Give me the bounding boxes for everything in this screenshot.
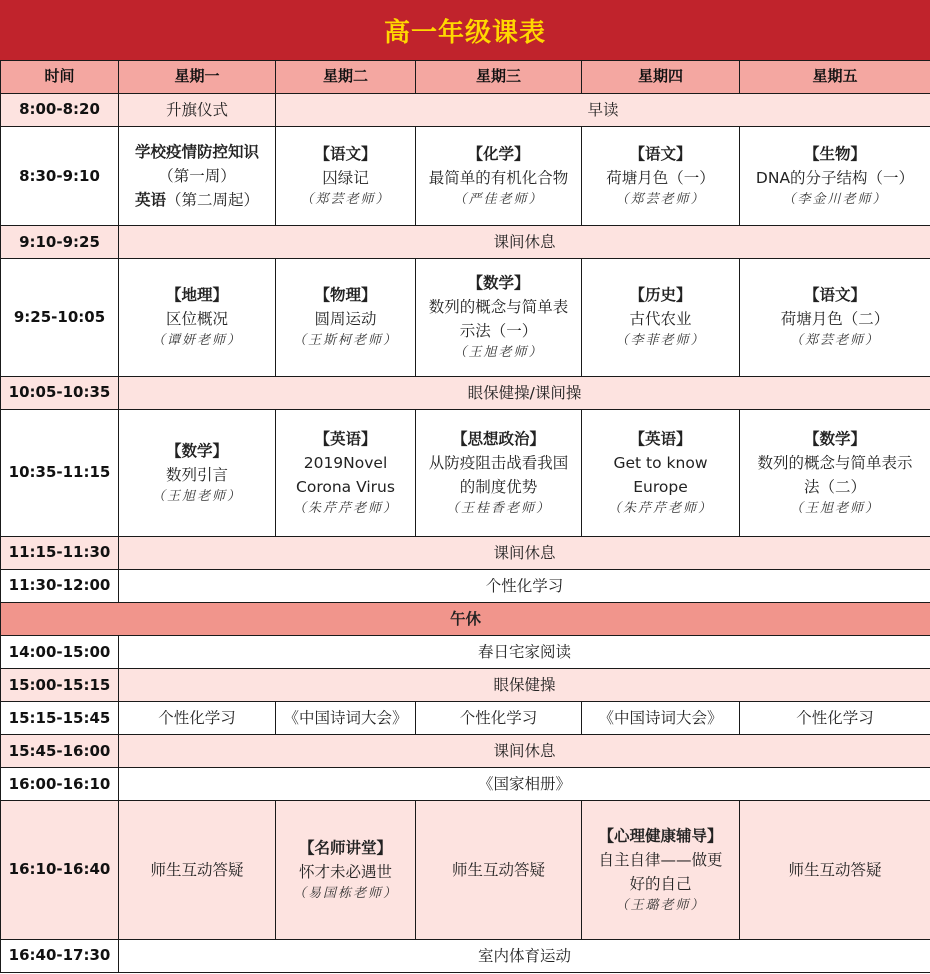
table-row xyxy=(1,735,930,768)
subject-label: 【心理健康辅导】 xyxy=(598,827,723,846)
schedule-cell: 课间休息 xyxy=(119,735,930,768)
lesson-text: 好的自己 xyxy=(629,875,692,894)
table-row xyxy=(1,669,930,702)
schedule-cell: 室内体育运动 xyxy=(119,939,930,972)
table-row xyxy=(1,702,930,735)
lesson-text: 数列的概念与简单表示 xyxy=(757,453,913,472)
schedule-cell xyxy=(582,127,740,226)
schedule-cell: 师生互动答疑 xyxy=(740,801,930,939)
schedule-cell xyxy=(582,409,740,536)
teacher-name: （王旭老师） xyxy=(151,488,242,504)
schedule-cell: 春日宅家阅读 xyxy=(119,636,930,669)
schedule-cell xyxy=(416,127,582,226)
subject-label: 【地理】 xyxy=(165,286,228,305)
table-row xyxy=(1,801,930,939)
time-cell: 9:10-9:25 xyxy=(1,226,119,259)
header-cell: 星期二 xyxy=(276,61,416,94)
schedule-cell: 课间休息 xyxy=(119,226,930,259)
lesson-text: DNA的分子结构（一） xyxy=(755,169,915,188)
table-row xyxy=(1,939,930,972)
teacher-name: （王桂香老师） xyxy=(445,500,551,516)
header-cell: 时间 xyxy=(1,61,119,94)
teacher-name: （王斯柯老师） xyxy=(292,333,398,349)
time-cell: 9:25-10:05 xyxy=(1,259,119,376)
schedule-cell: 个性化学习 xyxy=(740,702,930,735)
subject-label: 英语 xyxy=(134,191,166,210)
schedule-cell: 师生互动答疑 xyxy=(119,801,276,939)
time-cell: 16:00-16:10 xyxy=(1,768,119,801)
time-cell: 15:45-16:00 xyxy=(1,735,119,768)
time-cell: 10:05-10:35 xyxy=(1,376,119,409)
subject-label: 【数学】 xyxy=(165,441,228,460)
subject-label: 【思想政治】 xyxy=(451,429,545,448)
schedule-cell: 早读 xyxy=(276,94,930,127)
subject-label: 【物理】 xyxy=(314,286,377,305)
lesson-text: 怀才未必遇世 xyxy=(298,863,392,882)
lesson-text xyxy=(123,188,271,212)
header-cell: 星期三 xyxy=(416,61,582,94)
teacher-name: （李金川老师） xyxy=(782,192,888,208)
subject-label: 【语文】 xyxy=(629,145,692,164)
subject-label: 【名师讲堂】 xyxy=(298,839,392,858)
teacher-name: （易国栋老师） xyxy=(292,886,398,902)
subject-label: 【英语】 xyxy=(629,429,692,448)
lesson-text: 示法（一） xyxy=(459,322,538,341)
schedule-cell: 师生互动答疑 xyxy=(416,801,582,939)
schedule-cell: 眼保健操 xyxy=(119,669,930,702)
lesson-text: 圆周运动 xyxy=(314,310,377,329)
schedule-cell xyxy=(740,127,930,226)
lesson-text: （第二周起） xyxy=(166,191,260,210)
timetable xyxy=(0,60,930,973)
lesson-text: Get to know xyxy=(613,453,708,472)
teacher-name: （王璐老师） xyxy=(615,898,706,914)
schedule-cell: 个性化学习 xyxy=(119,702,276,735)
subject-label: 【化学】 xyxy=(467,145,530,164)
header-cell: 星期一 xyxy=(119,61,276,94)
teacher-name: （李菲老师） xyxy=(615,333,706,349)
table-row xyxy=(1,226,930,259)
header-cell: 星期五 xyxy=(740,61,930,94)
lesson-text: Europe xyxy=(633,477,688,496)
schedule-cell xyxy=(276,127,416,226)
teacher-name: （王旭老师） xyxy=(789,500,880,516)
lesson-text: （第一周） xyxy=(158,167,236,186)
schedule-cell xyxy=(276,409,416,536)
time-cell: 8:30-9:10 xyxy=(1,127,119,226)
teacher-name: （郑芸老师） xyxy=(789,333,880,349)
header-cell: 星期四 xyxy=(582,61,740,94)
time-cell: 11:30-12:00 xyxy=(1,570,119,603)
subject-label: 【历史】 xyxy=(629,286,692,305)
time-cell: 15:15-15:45 xyxy=(1,702,119,735)
lesson-text: 2019Novel xyxy=(303,453,388,472)
subject-label: 【数学】 xyxy=(803,429,866,448)
subject-label: 【语文】 xyxy=(314,145,377,164)
teacher-name: （严佳老师） xyxy=(453,192,544,208)
lesson-text: 学校疫情防控知识 xyxy=(134,143,259,162)
schedule-cell: 《中国诗词大会》 xyxy=(276,702,416,735)
lesson-text: 囚绿记 xyxy=(322,169,369,188)
table-row xyxy=(1,768,930,801)
time-cell: 16:10-16:40 xyxy=(1,801,119,939)
schedule-cell xyxy=(119,409,276,536)
page-title: 高一年级课表 xyxy=(383,17,546,48)
table-row xyxy=(1,94,930,127)
schedule-cell xyxy=(582,259,740,376)
table-row xyxy=(1,409,930,536)
lesson-text: 数列引言 xyxy=(165,465,228,484)
schedule-cell: 个性化学习 xyxy=(416,702,582,735)
teacher-name: （朱芹芹老师） xyxy=(607,500,713,516)
schedule-cell: 《中国诗词大会》 xyxy=(582,702,740,735)
lesson-text: Corona Virus xyxy=(296,477,395,496)
teacher-name: （朱芹芹老师） xyxy=(292,500,398,516)
lesson-text: 自主自律——做更 xyxy=(598,851,723,870)
time-cell: 10:35-11:15 xyxy=(1,409,119,536)
lesson-text: 的制度优势 xyxy=(459,477,538,496)
schedule-cell: 升旗仪式 xyxy=(119,94,276,127)
lesson-text: 古代农业 xyxy=(629,310,692,329)
teacher-name: （郑芸老师） xyxy=(300,192,391,208)
time-cell: 8:00-8:20 xyxy=(1,94,119,127)
lesson-text: 荷塘月色（二） xyxy=(780,310,890,329)
subject-label: 【数学】 xyxy=(467,274,530,293)
schedule-cell xyxy=(416,409,582,536)
schedule-cell xyxy=(740,259,930,376)
schedule-cell: 课间休息 xyxy=(119,536,930,569)
time-cell: 15:00-15:15 xyxy=(1,669,119,702)
lesson-text: 从防疫阻击战看我国 xyxy=(428,453,569,472)
schedule-cell: 个性化学习 xyxy=(119,570,930,603)
schedule-cell xyxy=(119,259,276,376)
lesson-text: 荷塘月色（一） xyxy=(606,169,715,188)
lesson-text: 法（二） xyxy=(803,477,866,496)
lesson-text: 数列的概念与简单表 xyxy=(428,298,569,317)
table-row xyxy=(1,127,930,226)
time-cell: 16:40-17:30 xyxy=(1,939,119,972)
lunch-break-cell: 午休 xyxy=(1,603,930,636)
subject-label: 【生物】 xyxy=(803,145,866,164)
table-row xyxy=(1,259,930,376)
table-row xyxy=(1,603,930,636)
time-cell: 11:15-11:30 xyxy=(1,536,119,569)
schedule-cell: 《国家相册》 xyxy=(119,768,930,801)
lesson-text: 最简单的有机化合物 xyxy=(428,169,569,188)
table-row xyxy=(1,536,930,569)
table-row xyxy=(1,636,930,669)
title-bar xyxy=(0,0,930,60)
schedule-cell xyxy=(416,259,582,376)
time-cell: 14:00-15:00 xyxy=(1,636,119,669)
schedule-cell xyxy=(740,409,930,536)
schedule-cell xyxy=(582,801,740,939)
subject-label: 【语文】 xyxy=(803,286,866,305)
teacher-name: （王旭老师） xyxy=(453,345,544,361)
lesson-text: 区位概况 xyxy=(165,310,228,329)
teacher-name: （谭妍老师） xyxy=(151,333,242,349)
table-row xyxy=(1,376,930,409)
table-row xyxy=(1,570,930,603)
schedule-cell xyxy=(276,259,416,376)
schedule-cell: 眼保健操/课间操 xyxy=(119,376,930,409)
subject-label: 【英语】 xyxy=(314,429,377,448)
header-row xyxy=(1,61,930,94)
teacher-name: （郑芸老师） xyxy=(615,192,706,208)
schedule-cell xyxy=(276,801,416,939)
schedule-cell xyxy=(119,127,276,226)
